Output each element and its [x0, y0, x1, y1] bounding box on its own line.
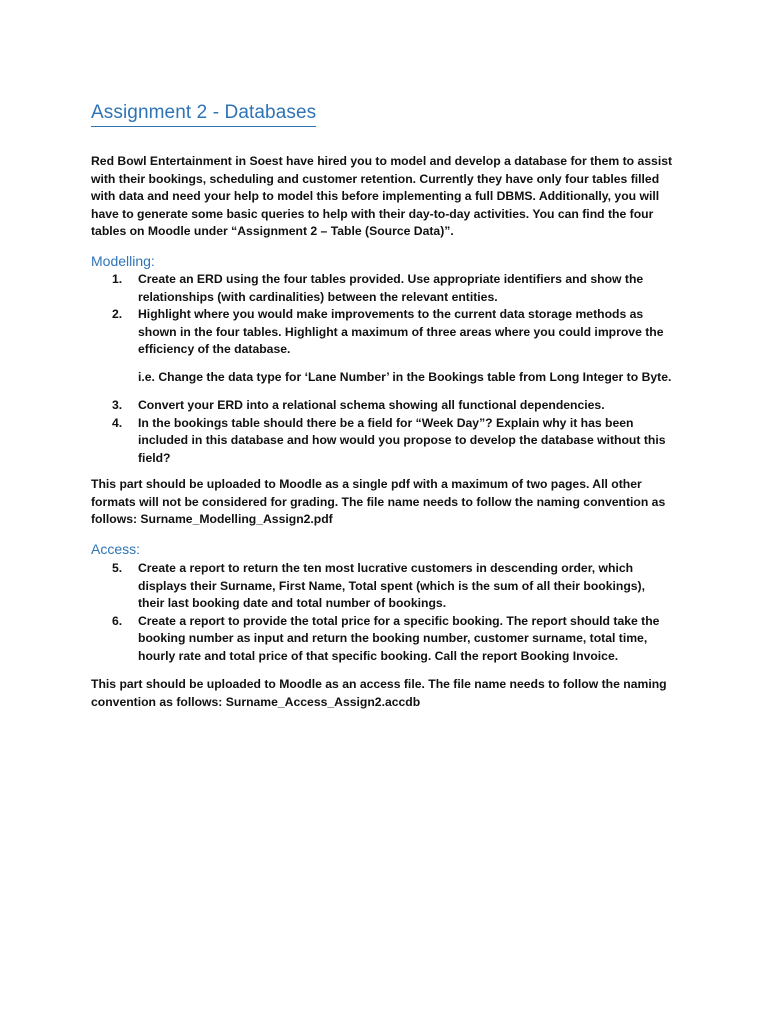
list-item — [91, 397, 673, 415]
list-item — [91, 415, 673, 468]
list-item-text: Convert your ERD into a relational schema showing all functional dependencies. — [138, 398, 605, 412]
list-item-number: 6. — [112, 613, 123, 628]
list-item-text: Create a report to provide the total price for a specific booking. The report should take the booking number as input and return the booking number, customer surname, total time, hourly rate and total price of that specific booking. Call the report Booking Invoice. — [138, 613, 660, 663]
modelling-list — [91, 271, 673, 359]
list-item-number: 4. — [112, 415, 123, 430]
list-item-text: Create an ERD using the four tables provided. Use appropriate identifiers and show the relationships (with cardinalities) between the relevant entities. — [138, 272, 644, 304]
list-item — [91, 613, 673, 666]
modelling-submission-paragraph: This part should be uploaded to Moodle as a single pdf with a maximum of two pages. All other formats will not be considered for grading. The file name needs to follow the naming convention as follows: Surname_Modelling_Assign2.pdf — [91, 477, 666, 527]
list-item — [91, 306, 673, 359]
list-item-number: 1. — [112, 272, 123, 286]
list-item-number: 3. — [112, 398, 123, 412]
modelling-list-continued — [91, 397, 673, 467]
intro-paragraph: Red Bowl Entertainment in Soest have hired you to model and develop a database for them to assist with their bookings, scheduling and customer retention. Currently they have only four tables filled with data and need your help to model this before implementing a full DBMS. Additionally, you will have to generate some basic queries to help with their day-to-day activities. You can find the four tables on Moodle under “Assignment 2 – Table (Source Data)”. — [91, 154, 673, 239]
document-title: Assignment 2 - Databases — [91, 100, 316, 127]
list-item-text: Create a report to return the ten most lucrative customers in descending order, which displays their Surname, First Name, Total spent (which is the sum of all their bookings), their last booking date and total number of bookings. — [138, 561, 646, 611]
list-item-text: In the bookings table should there be a field for “Week Day”? Explain why it has been included in this database and how would you propose to develop the database without this field? — [138, 415, 666, 465]
access-heading: Access: — [91, 541, 141, 557]
modelling-heading: Modelling: — [91, 253, 155, 269]
list-item — [91, 560, 673, 613]
access-list — [91, 560, 673, 666]
list-item-text: Highlight where you would make improvements to the current data storage methods as shown in the four tables. Highlight a maximum of three areas where you could improve the efficiency of the database. — [138, 307, 664, 357]
list-item-number: 2. — [112, 307, 123, 322]
list-item — [91, 271, 673, 306]
access-submission-paragraph: This part should be uploaded to Moodle as an access file. The file name needs to follow the naming convention as follows: Surname_Access_Assign2.accdb — [91, 677, 667, 709]
example-note: i.e. Change the data type for ‘Lane Number’ in the Bookings table from Long Integer to Byte. — [138, 370, 672, 384]
list-item-number: 5. — [112, 561, 123, 575]
